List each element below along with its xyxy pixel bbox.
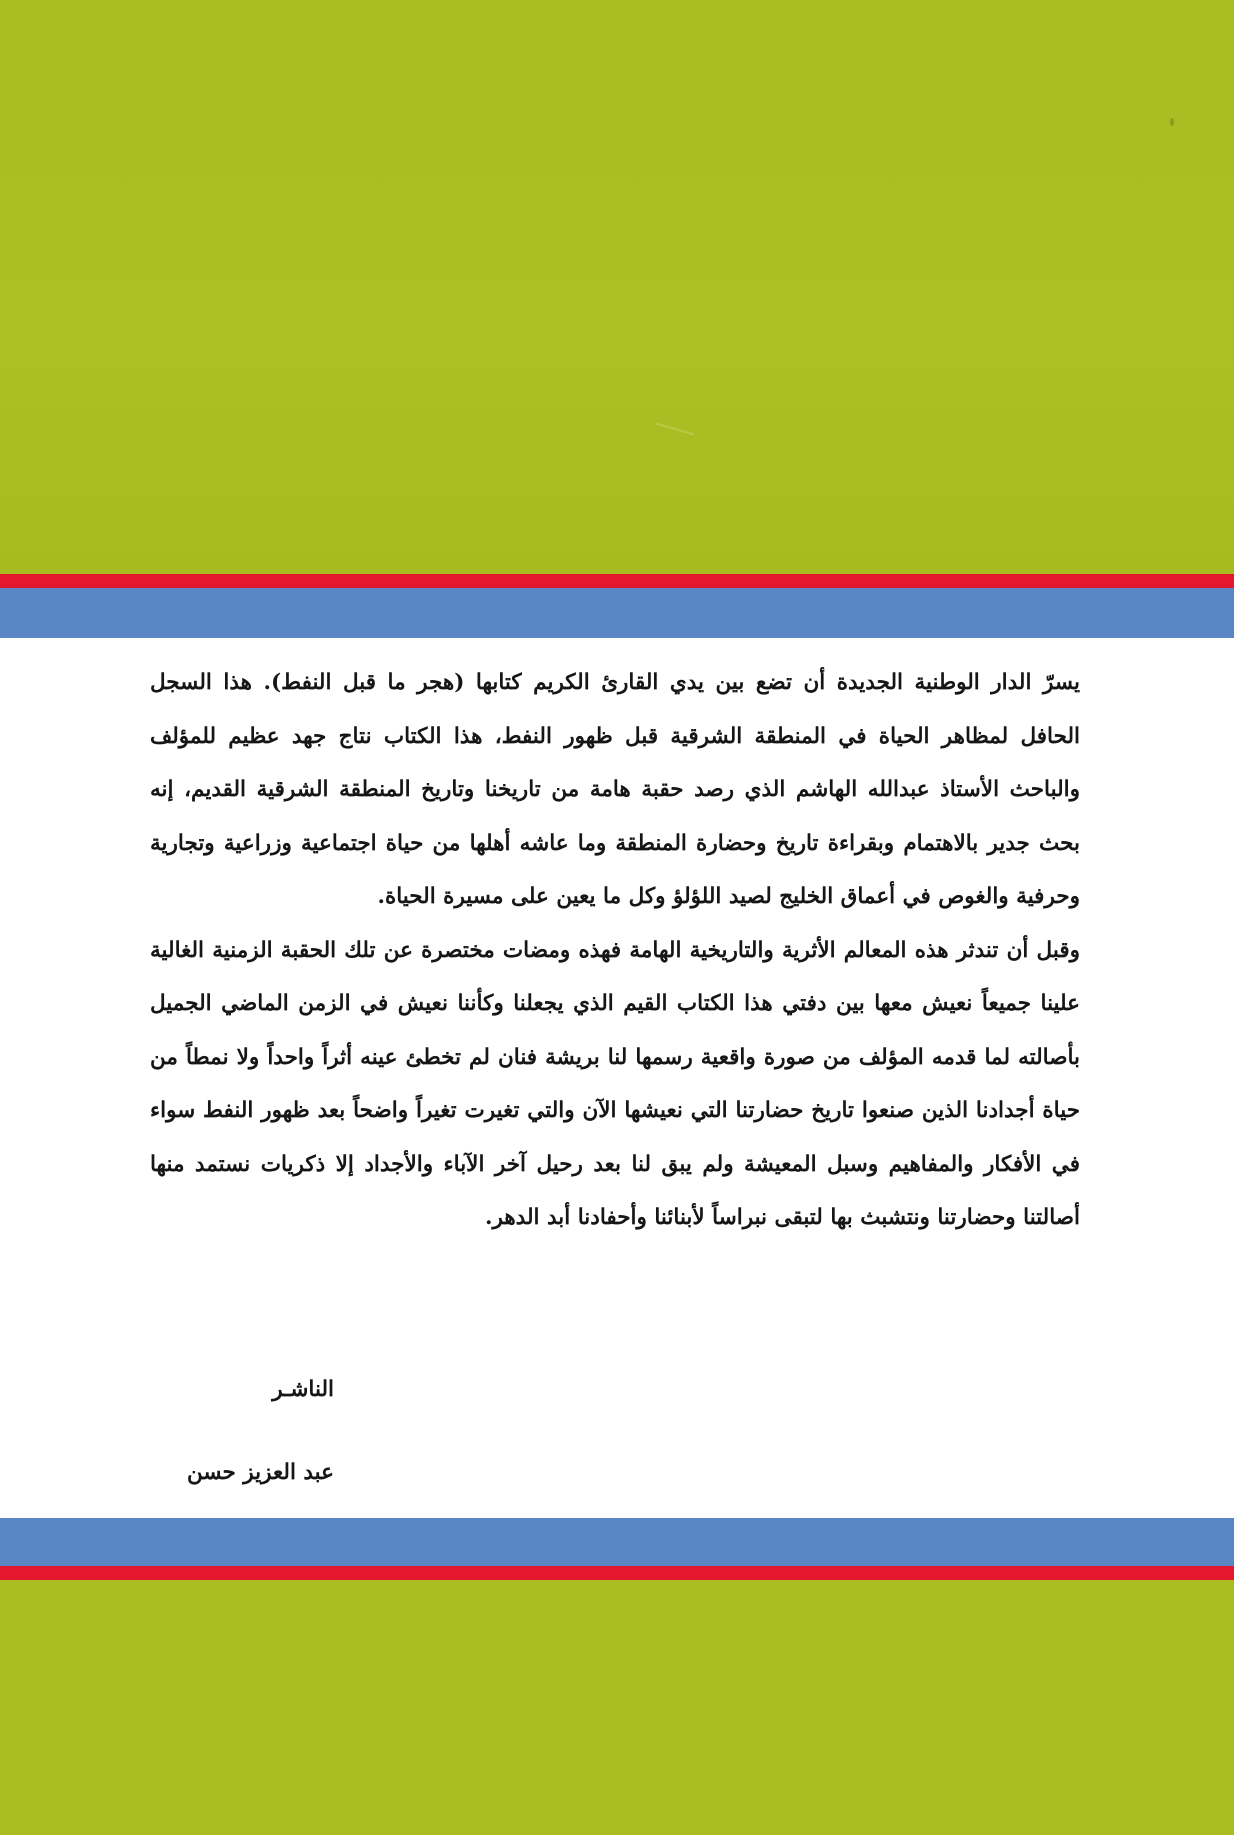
bottom-green-panel [0, 1580, 1234, 1835]
top-green-panel [0, 0, 1234, 574]
top-blue-stripe [0, 588, 1234, 638]
bottom-blue-stripe [0, 1518, 1234, 1566]
publisher-note [150, 656, 1080, 1245]
top-red-stripe [0, 574, 1234, 588]
print-speck [655, 423, 694, 436]
signature-name: عبد العزيز حسن [186, 1460, 334, 1485]
paragraph-1: يسرّ الدار الوطنية الجديدة أن تضع بين يدي القارئ الكريم كتابها (هجر ما قبل النفط). هذا السجل الحافل لمظاهر الحياة في المنطقة الشرقية قبل ظهور النفط، هذا الكتاب نتاج جهد عظيم للمؤلف والباحث الأستاذ عبدالله الهاشم الذي رصد حقبة هامة من تاريخنا وتاريخ المنطقة الشرقية القديم، إنه بحث جدير بالاهتمام وبقراءة تاريخ وحضارة المنطقة وما عاشه أهلها من حياة اجتماعية وزراعية وتجارية وحرفية والغوص في أعماق الخليج لصيد اللؤلؤ وكل ما يعين على مسيرة الحياة. [150, 670, 1080, 909]
print-speck [1170, 118, 1174, 126]
paragraph-2: وقبل أن تندثر هذه المعالم الأثرية والتاريخية الهامة فهذه ومضات مختصرة عن تلك الحقبة الزمنية الغالية علينا جميعاً نعيش معها بين دفتي هذا الكتاب القيم الذي يجعلنا وكأننا نعيش في الزمن الماضي الجميل بأصالته لما قدمه المؤلف من صورة واقعية رسمها لنا بريشة فنان لم تخطئ عينه أثراً واحداً ولا نمطاً من حياة أجدادنا الذين صنعوا تاريخ حضارتنا التي نعيشها الآن والتي تغيرت تغيراً واضحاً بعد ظهور النفط سواء في الأفكار والمفاهيم وسبل المعيشة ولم يبق لنا بعد رحيل آخر الآباء والأجداد إلا ذكريات نستمد منها أصالتنا وحضارتنا ونتشبث بها لتبقى نبراساً لأبنائنا وأحفادنا أبد الدهر. [150, 937, 1080, 1230]
bottom-red-stripe [0, 1566, 1234, 1580]
signature-role: الناشـر [272, 1377, 334, 1402]
